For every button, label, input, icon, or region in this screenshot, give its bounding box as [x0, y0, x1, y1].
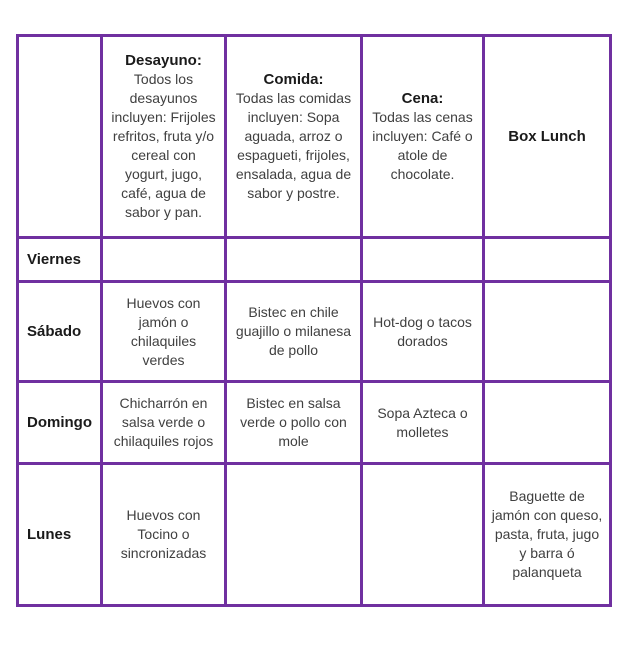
comida-description: Todas las comidas incluyen: Sopa aguada, arroz o espagueti, frijoles, ensalada, agua de sabor y postre.: [235, 90, 352, 201]
table-row-viernes: [18, 238, 611, 282]
table-row-domingo: [18, 382, 611, 464]
lunes-desayuno-cell: Huevos con Tocino o sincronizadas: [102, 464, 226, 606]
sabado-cena-cell: Hot-dog o tacos dorados: [362, 282, 484, 382]
viernes-comida-cell: [226, 238, 362, 282]
table-row-lunes: [18, 464, 611, 606]
sabado-comida-cell: Bistec en chile guajillo o milanesa de pollo: [226, 282, 362, 382]
comida-title: Comida:: [263, 71, 324, 88]
viernes-cena-cell: [362, 238, 484, 282]
weekly-menu-table: [16, 34, 612, 607]
header-cell-desayuno: [102, 36, 226, 238]
sabado-box-lunch-cell: [484, 282, 611, 382]
cena-description: Todas las cenas incluyen: Café o atole de chocolate.: [372, 109, 473, 182]
header-cell-cena: [362, 36, 484, 238]
domingo-cena-cell: Sopa Azteca o molletes: [362, 382, 484, 464]
domingo-desayuno-cell: Chicharrón en salsa verde o chilaquiles rojos: [102, 382, 226, 464]
table-row-sabado: [18, 282, 611, 382]
header-cell-comida: [226, 36, 362, 238]
box-lunch-title: Box Lunch: [508, 128, 586, 145]
sabado-desayuno-cell: Huevos con jamón o chilaquiles verdes: [102, 282, 226, 382]
domingo-comida-cell: Bistec en salsa verde o pollo con mole: [226, 382, 362, 464]
day-cell-sabado: Sábado: [18, 282, 102, 382]
day-cell-domingo: Domingo: [18, 382, 102, 464]
desayuno-title: Desayuno:: [125, 52, 202, 69]
cena-title: Cena:: [401, 90, 444, 107]
domingo-box-lunch-cell: [484, 382, 611, 464]
lunes-comida-cell: [226, 464, 362, 606]
day-cell-viernes: Viernes: [18, 238, 102, 282]
table-header-row: [18, 36, 611, 238]
lunes-box-lunch-cell: Baguette de jamón con queso, pasta, fruta, jugo y barra ó palanqueta: [484, 464, 611, 606]
header-cell-box-lunch: [484, 36, 611, 238]
lunes-cena-cell: [362, 464, 484, 606]
viernes-box-lunch-cell: [484, 238, 611, 282]
viernes-desayuno-cell: [102, 238, 226, 282]
corner-cell: [18, 36, 102, 238]
day-cell-lunes: Lunes: [18, 464, 102, 606]
desayuno-description: Todos los desayunos incluyen: Frijoles refritos, fruta y/o cereal con yogurt, jugo, café, agua de sabor y pan.: [111, 71, 216, 220]
